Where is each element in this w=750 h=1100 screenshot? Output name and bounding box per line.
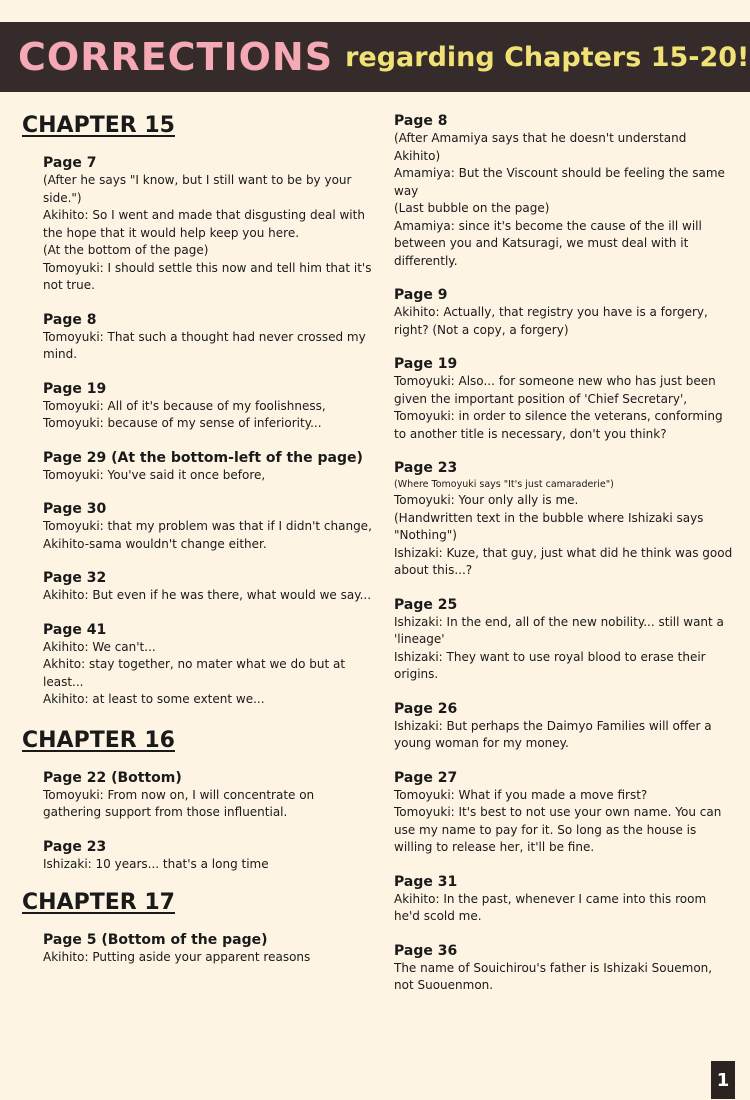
entry-page-title: Page 8	[394, 113, 448, 129]
entry-line: Tomoyuki: All of it's because of my foolishness,	[43, 398, 326, 413]
entry-line: (Last bubble on the page)	[394, 201, 550, 215]
correction-entry	[394, 700, 734, 753]
entry-line: (Handwritten text in the bubble where Ishizaki says "Nothing")	[394, 510, 704, 542]
entry-page-title: Page 36	[394, 942, 458, 959]
correction-entry	[43, 569, 372, 605]
entry-page-title: Page 25	[394, 596, 458, 613]
entry-page-title: Page 31	[394, 873, 458, 890]
entry-line: Amamiya: since it's become the cause of the ill will between you and Katsuragi, we must deal with it differently.	[394, 218, 702, 268]
entry-line: Akihito: So I went and made that disgusting deal with the hope that it would help keep you here.	[43, 208, 365, 240]
chapter-section	[22, 889, 372, 967]
entry-line: Akhito: stay together, no mater what we do but at least...	[43, 657, 346, 689]
correction-entry	[394, 769, 734, 857]
entry-line: Akihito: We can't...	[43, 639, 156, 654]
entry-line: (At the bottom of the page)	[43, 243, 209, 257]
entry-note: (Where Tomoyuki says "It's just camaraderie")	[394, 479, 614, 490]
entry-line: Akihito: In the past, whenever I came into this room he'd scold me.	[394, 891, 707, 923]
chapter-section	[22, 112, 372, 709]
page-number: 1	[711, 1061, 735, 1099]
correction-entry	[43, 500, 372, 553]
correction-entry	[394, 286, 734, 339]
correction-entry	[394, 942, 734, 995]
chapter-section	[22, 727, 372, 874]
entry-line: Akihito: at least to some extent we...	[43, 692, 265, 706]
correction-entry	[43, 931, 372, 967]
entry-page-title: Page 9	[394, 287, 448, 303]
correction-entry	[43, 154, 372, 295]
correction-entry	[394, 596, 734, 684]
correction-entry	[394, 459, 734, 580]
correction-entry	[43, 311, 372, 364]
entry-page-title: Page 32	[43, 570, 107, 586]
entry-line: Tomoyuki: Your only ally is me.	[394, 493, 579, 507]
correction-entry	[394, 355, 734, 443]
entry-line: Akihito: But even if he was there, what would we say...	[43, 588, 372, 602]
entry-line: Tomoyuki: because of my sense of inferiority...	[43, 416, 322, 430]
entry-line: Ishizaki: Kuze, that guy, just what did he think was good about this...?	[394, 545, 733, 577]
entry-page-title: Page 7	[43, 155, 97, 171]
entry-list	[22, 769, 372, 874]
correction-entry	[43, 838, 372, 874]
header-banner	[0, 22, 750, 92]
chapter-heading: CHAPTER 15	[22, 113, 175, 138]
entry-page-title: Page 8	[43, 311, 97, 328]
header-subtitle: regarding Chapters 15-20!	[345, 41, 750, 73]
left-column	[22, 112, 372, 983]
entry-line: Tomoyuki: What if you made a move first?	[394, 787, 648, 802]
entry-line: Tomoyuki: Also... for someone new who has just been given the important position of 'Chief Secretary', Tomoyuki: in order to silence the veterans, conforming to another title is necessary, don't you think?	[394, 374, 723, 441]
correction-entry	[43, 621, 372, 709]
header-title: CORRECTIONS	[18, 35, 334, 79]
entry-line: Tomoyuki: From now on, I will concentrate on gathering support from those influential.	[43, 787, 315, 819]
entry-page-title: Page 27	[394, 769, 458, 786]
entry-page-title: Page 29 (At the bottom-left of the page)	[43, 449, 363, 466]
entry-line: Ishizaki: In the end, all of the new nobility... still want a 'lineage'	[394, 614, 724, 646]
chapter-heading: CHAPTER 17	[22, 890, 175, 915]
correction-entry	[394, 873, 734, 926]
entry-line: Ishizaki: They want to use royal blood to erase their origins.	[394, 649, 706, 681]
entry-page-title: Page 30	[43, 501, 107, 517]
entry-line: Tomoyuki: You've said it once before,	[43, 467, 266, 482]
entry-line: (After he says "I know, but I still want to be by your side.")	[43, 173, 352, 205]
entry-page-title: Page 23	[394, 460, 458, 476]
right-column	[394, 112, 734, 1011]
entry-line: Amamiya: But the Viscount should be feeling the same way	[394, 166, 725, 198]
entry-line: The name of Souichirou's father is Ishizaki Souemon, not Suouenmon.	[394, 960, 713, 992]
entry-page-title: Page 26	[394, 700, 458, 717]
entry-page-title: Page 19	[43, 380, 107, 397]
entry-page-title: Page 19	[394, 356, 458, 372]
entry-line: Tomoyuki: That such a thought had never crossed my mind.	[43, 329, 366, 361]
entry-line: Tomoyuki: I should settle this now and tell him that it's not true.	[43, 260, 372, 292]
correction-entry	[394, 112, 734, 270]
entry-list	[22, 931, 372, 967]
entry-page-title: Page 22 (Bottom)	[43, 769, 182, 786]
entry-list	[394, 112, 734, 995]
chapter-heading: CHAPTER 16	[22, 727, 175, 753]
entry-line: Tomoyuki: It's best to not use your own name. You can use my name to pay for it. So long as the house is willing to release her, it'll be fine.	[394, 805, 722, 854]
entry-line: Tomoyuki: that my problem was that if I didn't change, Akihito-sama wouldn't change either.	[43, 519, 372, 551]
entry-list	[22, 154, 372, 709]
entry-line: (After Amamiya says that he doesn't understand Akihito)	[394, 131, 687, 163]
entry-line: Akihito: Actually, that registry you have is a forgery, right? (Not a copy, a forgery)	[394, 305, 708, 337]
entry-line: Ishizaki: 10 years... that's a long time	[43, 856, 269, 871]
correction-entry	[43, 769, 372, 822]
entry-page-title: Page 41	[43, 621, 107, 638]
correction-entry	[43, 449, 372, 485]
entry-line: Akihito: Putting aside your apparent reasons	[43, 950, 311, 964]
entry-page-title: Page 23	[43, 838, 107, 855]
correction-entry	[43, 380, 372, 433]
entry-page-title: Page 5 (Bottom of the page)	[43, 932, 268, 948]
entry-line: Ishizaki: But perhaps the Daimyo Families will offer a young woman for my money.	[394, 718, 712, 750]
